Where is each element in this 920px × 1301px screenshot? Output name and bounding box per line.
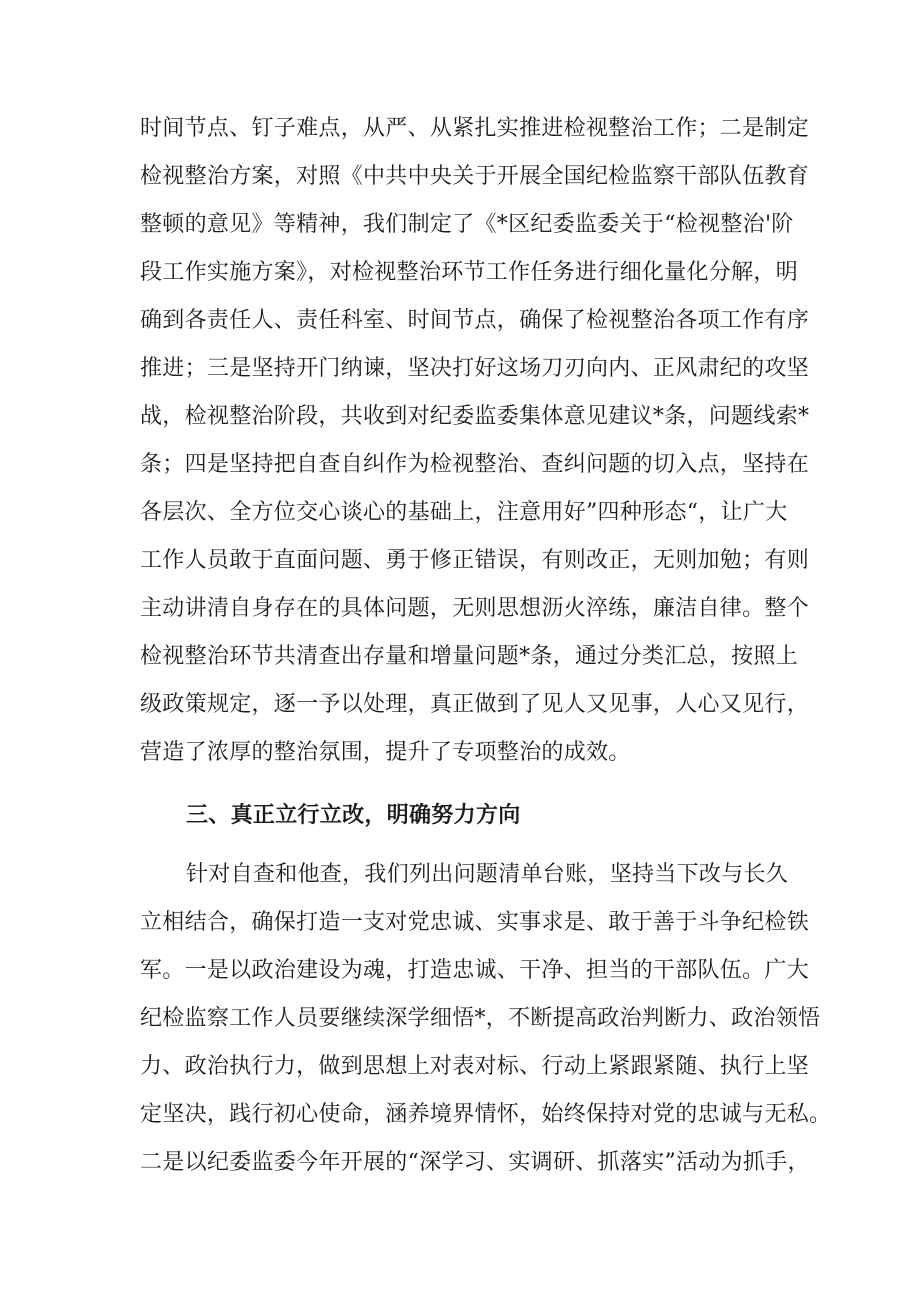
paragraph-1-line-2: 检视整治方案，对照《中共中央关于开展全国纪检监察干部队伍教育 <box>140 164 810 189</box>
paragraph-2-line-7: 二是以纪委监委今年开展的“深学习、实调研、抓落实”活动为抓手， <box>140 1150 810 1175</box>
paragraph-2-line-5: 力、政治执行力，做到思想上对表对标、行动上紧跟紧随、执行上坚 <box>140 1054 810 1079</box>
paragraph-1-line-14: 营造了浓厚的整治氛围，提升了专项整治的成效。 <box>140 740 631 765</box>
paragraph-1-line-12: 检视整治环节共清查出存量和增量问题*条，通过分类汇总，按照上 <box>140 644 799 669</box>
paragraph-1-line-13: 级政策规定，逐一予以处理，真正做到了见人又见事，人心又见行， <box>140 692 810 717</box>
paragraph-2-line-4: 纪检监察工作人员要继续深学细悟*，不断提高政治判断力、政治领悟 <box>140 1006 821 1031</box>
paragraph-1-line-1: 时间节点、钉子难点，从严、从紧扎实推进检视整治工作；二是制定 <box>140 116 810 141</box>
paragraph-1-line-10: 工作人员敢于直面问题、勇于修正错误，有则改正，无则加勉；有则 <box>140 548 810 573</box>
section-heading-3: 三、真正立行立改，明确努力方向 <box>186 802 521 828</box>
paragraph-1-line-11: 主动讲清自身存在的具体问题，无则思想沥火淬练，廉洁自律。整个 <box>140 596 810 621</box>
paragraph-2-line-1: 针对自查和他查，我们列出问题清单台账，坚持当下改与长久 <box>186 862 789 887</box>
paragraph-2-line-6: 定坚决，践行初心使命，涵养境界情怀，始终保持对党的忠诚与无私。 <box>140 1102 832 1127</box>
paragraph-1-line-9: 各层次、全方位交心谈心的基础上，注意用好”四种形态“，让广大 <box>140 500 788 525</box>
paragraph-1-line-4: 段工作实施方案》，对检视整治环节工作任务进行细化量化分解，明 <box>140 260 799 285</box>
paragraph-1-line-3: 整顿的意见》等精神，我们制定了《*区纪委监委关于“检视整治'阶 <box>140 212 794 237</box>
paragraph-2-line-3: 军。一是以政治建设为魂，打造忠诚、干净、担当的干部队伍。广大 <box>140 958 810 983</box>
paragraph-1-line-8: 条；四是坚持把自查自纠作为检视整治、查纠问题的切入点，坚持在 <box>140 452 810 477</box>
paragraph-2-line-2: 立相结合，确保打造一支对党忠诚、实事求是、敢于善于斗争纪检铁 <box>140 910 810 935</box>
paragraph-1-line-7: 战，检视整治阶段，共收到对纪委监委集体意见建议*条，问题线索* <box>140 404 810 429</box>
paragraph-1-line-6: 推进；三是坚持开门纳谏，坚决打好这场刀刃向内、正风肃纪的攻坚 <box>140 356 810 381</box>
paragraph-1-line-5: 确到各责任人、责任科室、时间节点，确保了检视整治各项工作有序 <box>140 308 810 333</box>
